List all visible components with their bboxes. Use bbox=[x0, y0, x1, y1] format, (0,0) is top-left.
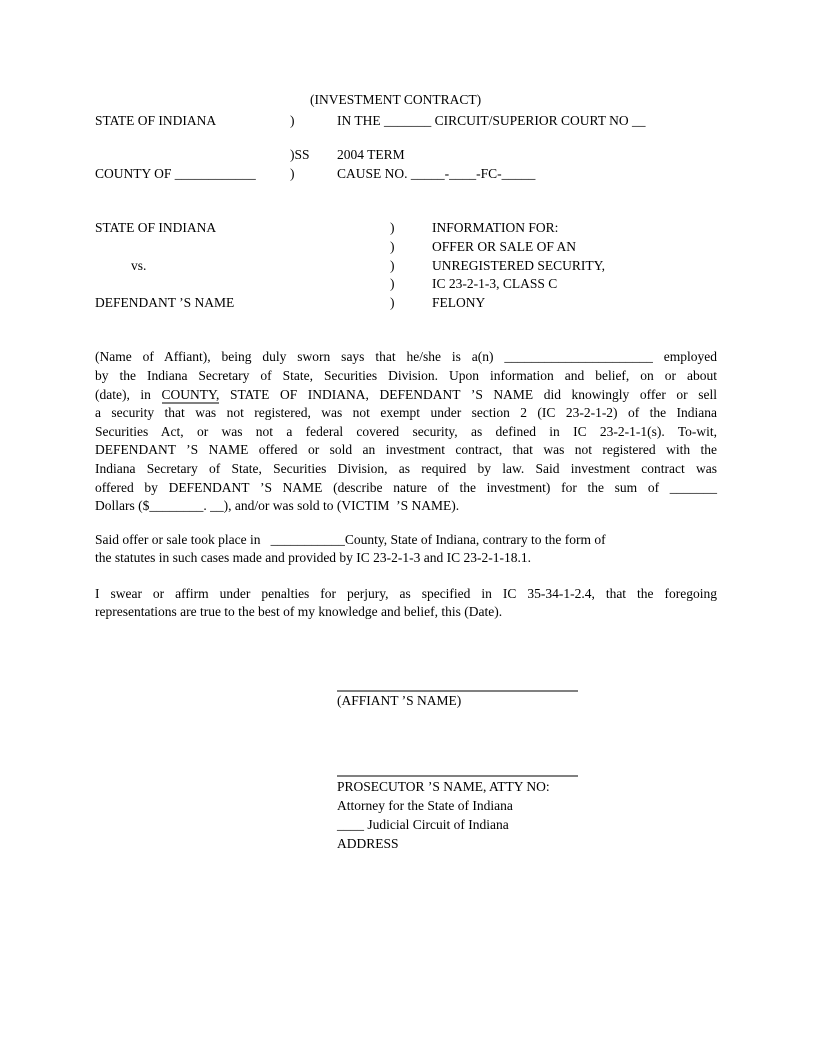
header-row-court bbox=[95, 112, 717, 131]
state-of-indiana-label: STATE OF INDIANA bbox=[95, 112, 217, 128]
paragraph-line: offered by DEFENDANT ’S NAME (describe nature of the investment) for the sum of _______ bbox=[95, 479, 717, 495]
affidavit-paragraph bbox=[95, 348, 717, 515]
paragraph-line: DEFENDANT ’S NAME offered or sold an investment contract, that was not registered with the bbox=[95, 442, 717, 458]
document-title: (INVESTMENT CONTRACT) bbox=[310, 92, 482, 107]
caption-paren: ) bbox=[290, 165, 295, 181]
plaintiff-label: STATE OF INDIANA bbox=[95, 220, 217, 236]
paragraph-line: Said offer or sale took place in ___________County, State of Indiana, contrary to the form of bbox=[95, 531, 606, 547]
caption-paren: ) bbox=[390, 257, 395, 273]
caption-paren: ) bbox=[390, 294, 395, 310]
court-line: IN THE _______ CIRCUIT/SUPERIOR COURT NO __ bbox=[337, 112, 646, 128]
caption-spacer bbox=[95, 238, 390, 257]
case-caption-block bbox=[95, 219, 717, 312]
paragraph-line: I swear or affirm under penalties for perjury, as specified in IC 35-34-1-2.4, that the foregoing bbox=[95, 585, 717, 601]
prosecutor-title-label: Attorney for the State of Indiana bbox=[337, 797, 513, 813]
paragraph-line: the statutes in such cases made and provided by IC 23-2-1-3 and IC 23-2-1-18.1. bbox=[95, 550, 532, 566]
charge-line: IC 23-2-1-3, CLASS C bbox=[432, 276, 558, 292]
charge-line: UNREGISTERED SECURITY, bbox=[432, 257, 606, 273]
paragraph-line: Securities Act, or was not a federal covered security, as defined in IC 23-2-1-1(s). To-wit, bbox=[95, 423, 717, 439]
affiant-name-label: (AFFIANT ’S NAME) bbox=[337, 693, 462, 709]
caption-row bbox=[95, 257, 717, 276]
prosecutor-name-label: PROSECUTOR ’S NAME, ATTY NO: bbox=[337, 778, 550, 794]
caption-paren: ) bbox=[390, 220, 395, 236]
paragraph-line: Indiana Secretary of State, Securities Division, as required by law. Said investment contract was bbox=[95, 460, 717, 476]
defendant-name-label: DEFENDANT ’S NAME bbox=[95, 294, 235, 310]
caption-paren: ) bbox=[390, 238, 395, 254]
charge-line: INFORMATION FOR: bbox=[432, 220, 559, 236]
charge-line: FELONY bbox=[432, 294, 486, 310]
county-underlined-text: COUNTY, bbox=[161, 386, 220, 402]
header-spacer bbox=[95, 146, 290, 165]
paragraph-line: by the Indiana Secretary of State, Securities Division. Upon information and belief, on or about bbox=[95, 367, 717, 383]
caption-paren: ) bbox=[390, 276, 395, 292]
judicial-circuit-label: ____ Judicial Circuit of Indiana bbox=[337, 817, 509, 833]
caption-spacer bbox=[95, 275, 390, 294]
caption-paren: ) bbox=[290, 112, 295, 128]
caption-paren-ss: )SS bbox=[290, 147, 310, 163]
paragraph-line: representations are true to the best of my knowledge and belief, this (Date). bbox=[95, 604, 503, 620]
header-row-term bbox=[95, 146, 717, 165]
caption-row bbox=[95, 275, 717, 294]
caption-row bbox=[95, 238, 717, 257]
line-text: STATE OF INDIANA, DEFENDANT ’S NAME did knowingly offer or sell bbox=[219, 386, 717, 402]
cause-number-line: CAUSE NO. _____-____-FC-_____ bbox=[337, 165, 536, 181]
line-text: (date), in bbox=[95, 386, 162, 402]
perjury-paragraph bbox=[95, 585, 717, 622]
paragraph-line: a security that was not registered, was not exempt under section 2 (IC 23-2-1-2) of the Indiana bbox=[95, 405, 717, 421]
header-row-cause bbox=[95, 165, 717, 184]
term-label: 2004 TERM bbox=[337, 147, 405, 163]
caption-row bbox=[95, 219, 717, 238]
venue-paragraph bbox=[95, 531, 717, 568]
paragraph-line: Dollars ($________. __), and/or was sold to (VICTIM ’S NAME). bbox=[95, 498, 460, 514]
paragraph-line bbox=[95, 386, 717, 405]
caption-row bbox=[95, 294, 717, 313]
vs-label: vs. bbox=[131, 257, 147, 273]
paragraph-line: (Name of Affiant), being duly sworn says that he/she is a(n) ______________________ employed bbox=[95, 349, 717, 365]
charge-line: OFFER OR SALE OF AN bbox=[432, 238, 577, 254]
county-of-label: COUNTY OF ____________ bbox=[95, 165, 256, 181]
address-label: ADDRESS bbox=[337, 836, 399, 852]
prosecutor-block bbox=[337, 777, 717, 854]
